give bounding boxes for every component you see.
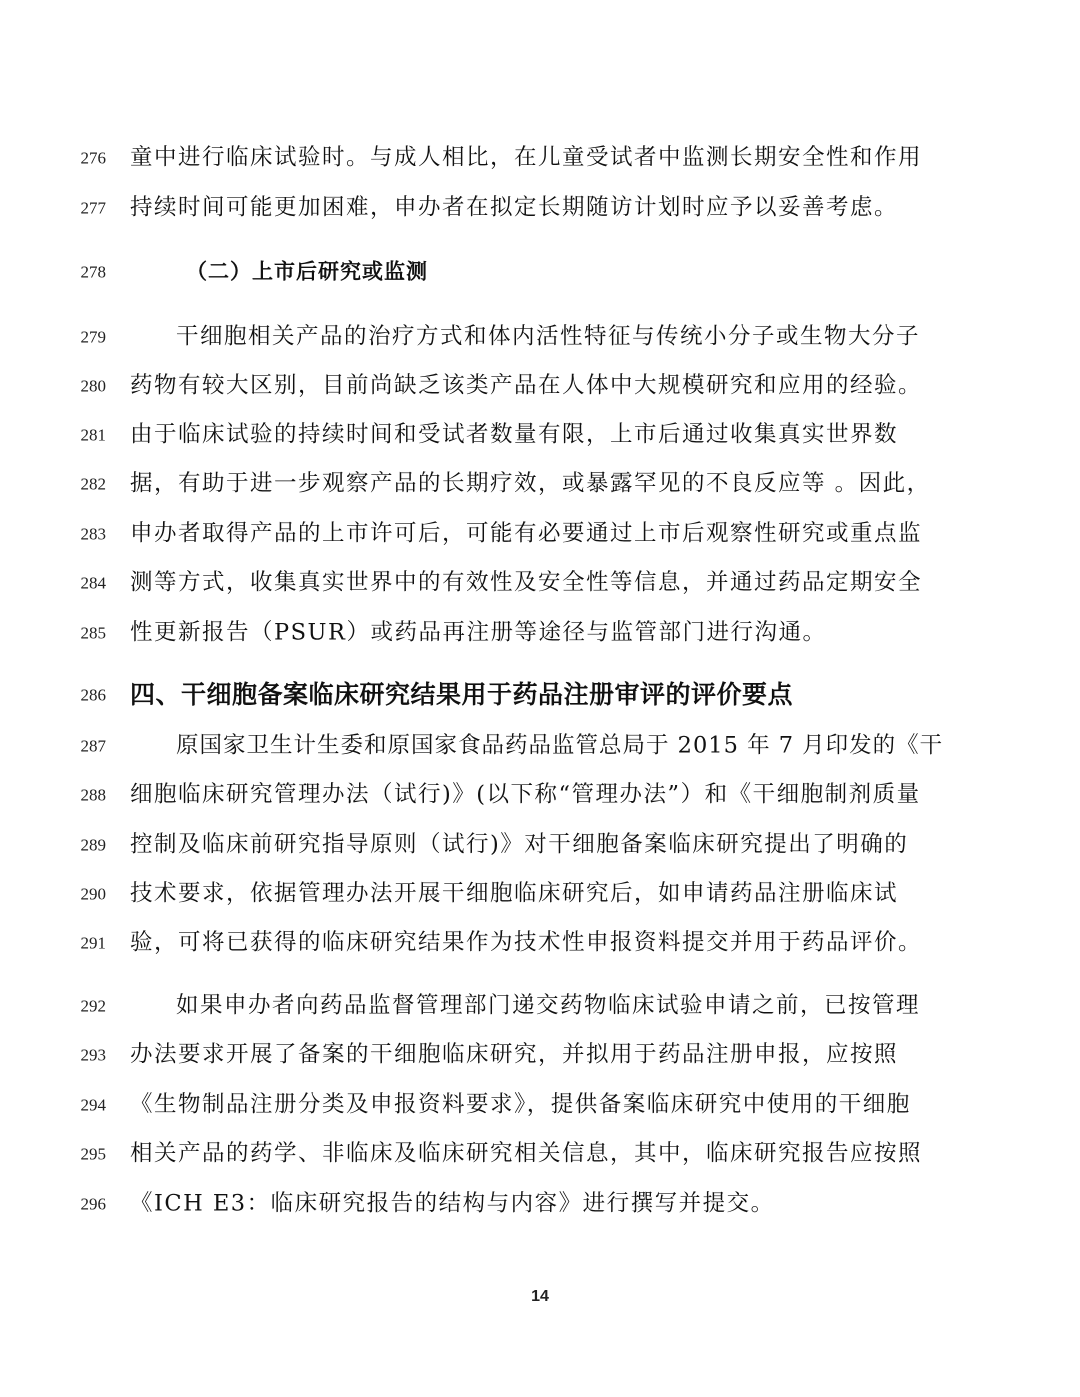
section-heading-line	[0, 675, 1080, 715]
text-line	[0, 464, 1080, 504]
body-text: 由于临床试验的持续时间和受试者数量有限，上市后通过收集真实世界数	[130, 421, 899, 448]
line-number: 290	[80, 884, 106, 904]
line-number: 289	[80, 835, 106, 855]
line-number: 294	[80, 1095, 106, 1115]
line-number: 292	[80, 996, 106, 1016]
text-line	[0, 726, 1080, 766]
body-text: 持续时间可能更加困难，申办者在拟定长期随访计划时应予以妥善考虑。	[130, 194, 899, 221]
text-line	[0, 825, 1080, 865]
body-text: 申办者取得产品的上市许可后，可能有必要通过上市后观察性研究或重点监	[130, 520, 923, 547]
body-text: 测等方式，收集真实世界中的有效性及安全性等信息，并通过药品定期安全	[130, 569, 923, 596]
body-text: 办法要求开展了备案的干细胞临床研究，并拟用于药品注册申报，应按照	[130, 1041, 899, 1068]
line-number: 277	[80, 198, 106, 218]
text-line	[0, 1085, 1080, 1125]
body-text: 细胞临床研究管理办法（试行)》(以下称“管理办法”）和《干细胞制剂质量	[130, 781, 921, 808]
text-line	[0, 775, 1080, 815]
page-number: 14	[531, 1288, 549, 1305]
body-text: 相关产品的药学、非临床及临床研究相关信息，其中，临床研究报告应按照	[130, 1140, 923, 1167]
text-line	[0, 613, 1080, 653]
line-number: 296	[80, 1194, 106, 1214]
text-line	[0, 514, 1080, 554]
line-number: 287	[80, 736, 106, 756]
line-number: 282	[80, 474, 106, 494]
text-line	[0, 986, 1080, 1026]
line-number: 284	[80, 573, 106, 593]
body-text: 《ICH E3：临床研究报告的结构与内容》进行撰写并提交。	[130, 1190, 775, 1217]
body-text: 性更新报告（PSUR）或药品再注册等途径与监管部门进行沟通。	[130, 619, 827, 646]
line-number: 283	[80, 524, 106, 544]
body-text: 如果申办者向药品监督管理部门递交药物临床试验申请之前，已按管理	[176, 992, 921, 1019]
text-line	[0, 317, 1080, 357]
text-line	[0, 138, 1080, 178]
text-line	[0, 923, 1080, 963]
line-number: 280	[80, 376, 106, 396]
body-text: 据，有助于进一步观察产品的长期疗效，或暴露罕见的不良反应等 。因此，	[130, 470, 931, 497]
text-line	[0, 1035, 1080, 1075]
text-line	[0, 415, 1080, 455]
subsection-heading-line	[0, 252, 1080, 292]
text-line	[0, 366, 1080, 406]
line-number: 295	[80, 1144, 106, 1164]
body-text: 童中进行临床试验时。与成人相比，在儿童受试者中监测长期安全性和作用	[130, 144, 923, 171]
line-number: 293	[80, 1045, 106, 1065]
line-number: 278	[80, 262, 106, 282]
line-number: 288	[80, 785, 106, 805]
body-text: 原国家卫生计生委和原国家食品药品监管总局于 2015 年 7 月印发的《干	[176, 732, 944, 759]
line-number: 291	[80, 933, 106, 953]
body-text: 控制及临床前研究指导原则（试行)》对干细胞备案临床研究提出了明确的	[130, 831, 909, 858]
body-text: 《生物制品注册分类及申报资料要求》，提供备案临床研究中使用的干细胞	[130, 1091, 911, 1118]
text-line	[0, 188, 1080, 228]
body-text: 技术要求，依据管理办法开展干细胞临床研究后，如申请药品注册临床试	[130, 880, 899, 907]
section-heading: 四、干细胞备案临床研究结果用于药品注册审评的评价要点	[130, 680, 794, 709]
subsection-heading: （二）上市后研究或监测	[186, 259, 428, 284]
text-line	[0, 1134, 1080, 1174]
line-number: 285	[80, 623, 106, 643]
text-line	[0, 874, 1080, 914]
line-number: 286	[80, 685, 106, 705]
line-number: 281	[80, 425, 106, 445]
line-number: 276	[80, 148, 106, 168]
body-text: 药物有较大区别，目前尚缺乏该类产品在人体中大规模研究和应用的经验。	[130, 372, 923, 399]
text-line	[0, 1184, 1080, 1224]
line-number: 279	[80, 327, 106, 347]
body-text: 验，可将已获得的临床研究结果作为技术性申报资料提交并用于药品评价。	[130, 929, 923, 956]
text-line	[0, 563, 1080, 603]
body-text: 干细胞相关产品的治疗方式和体内活性特征与传统小分子或生物大分子	[176, 323, 921, 350]
